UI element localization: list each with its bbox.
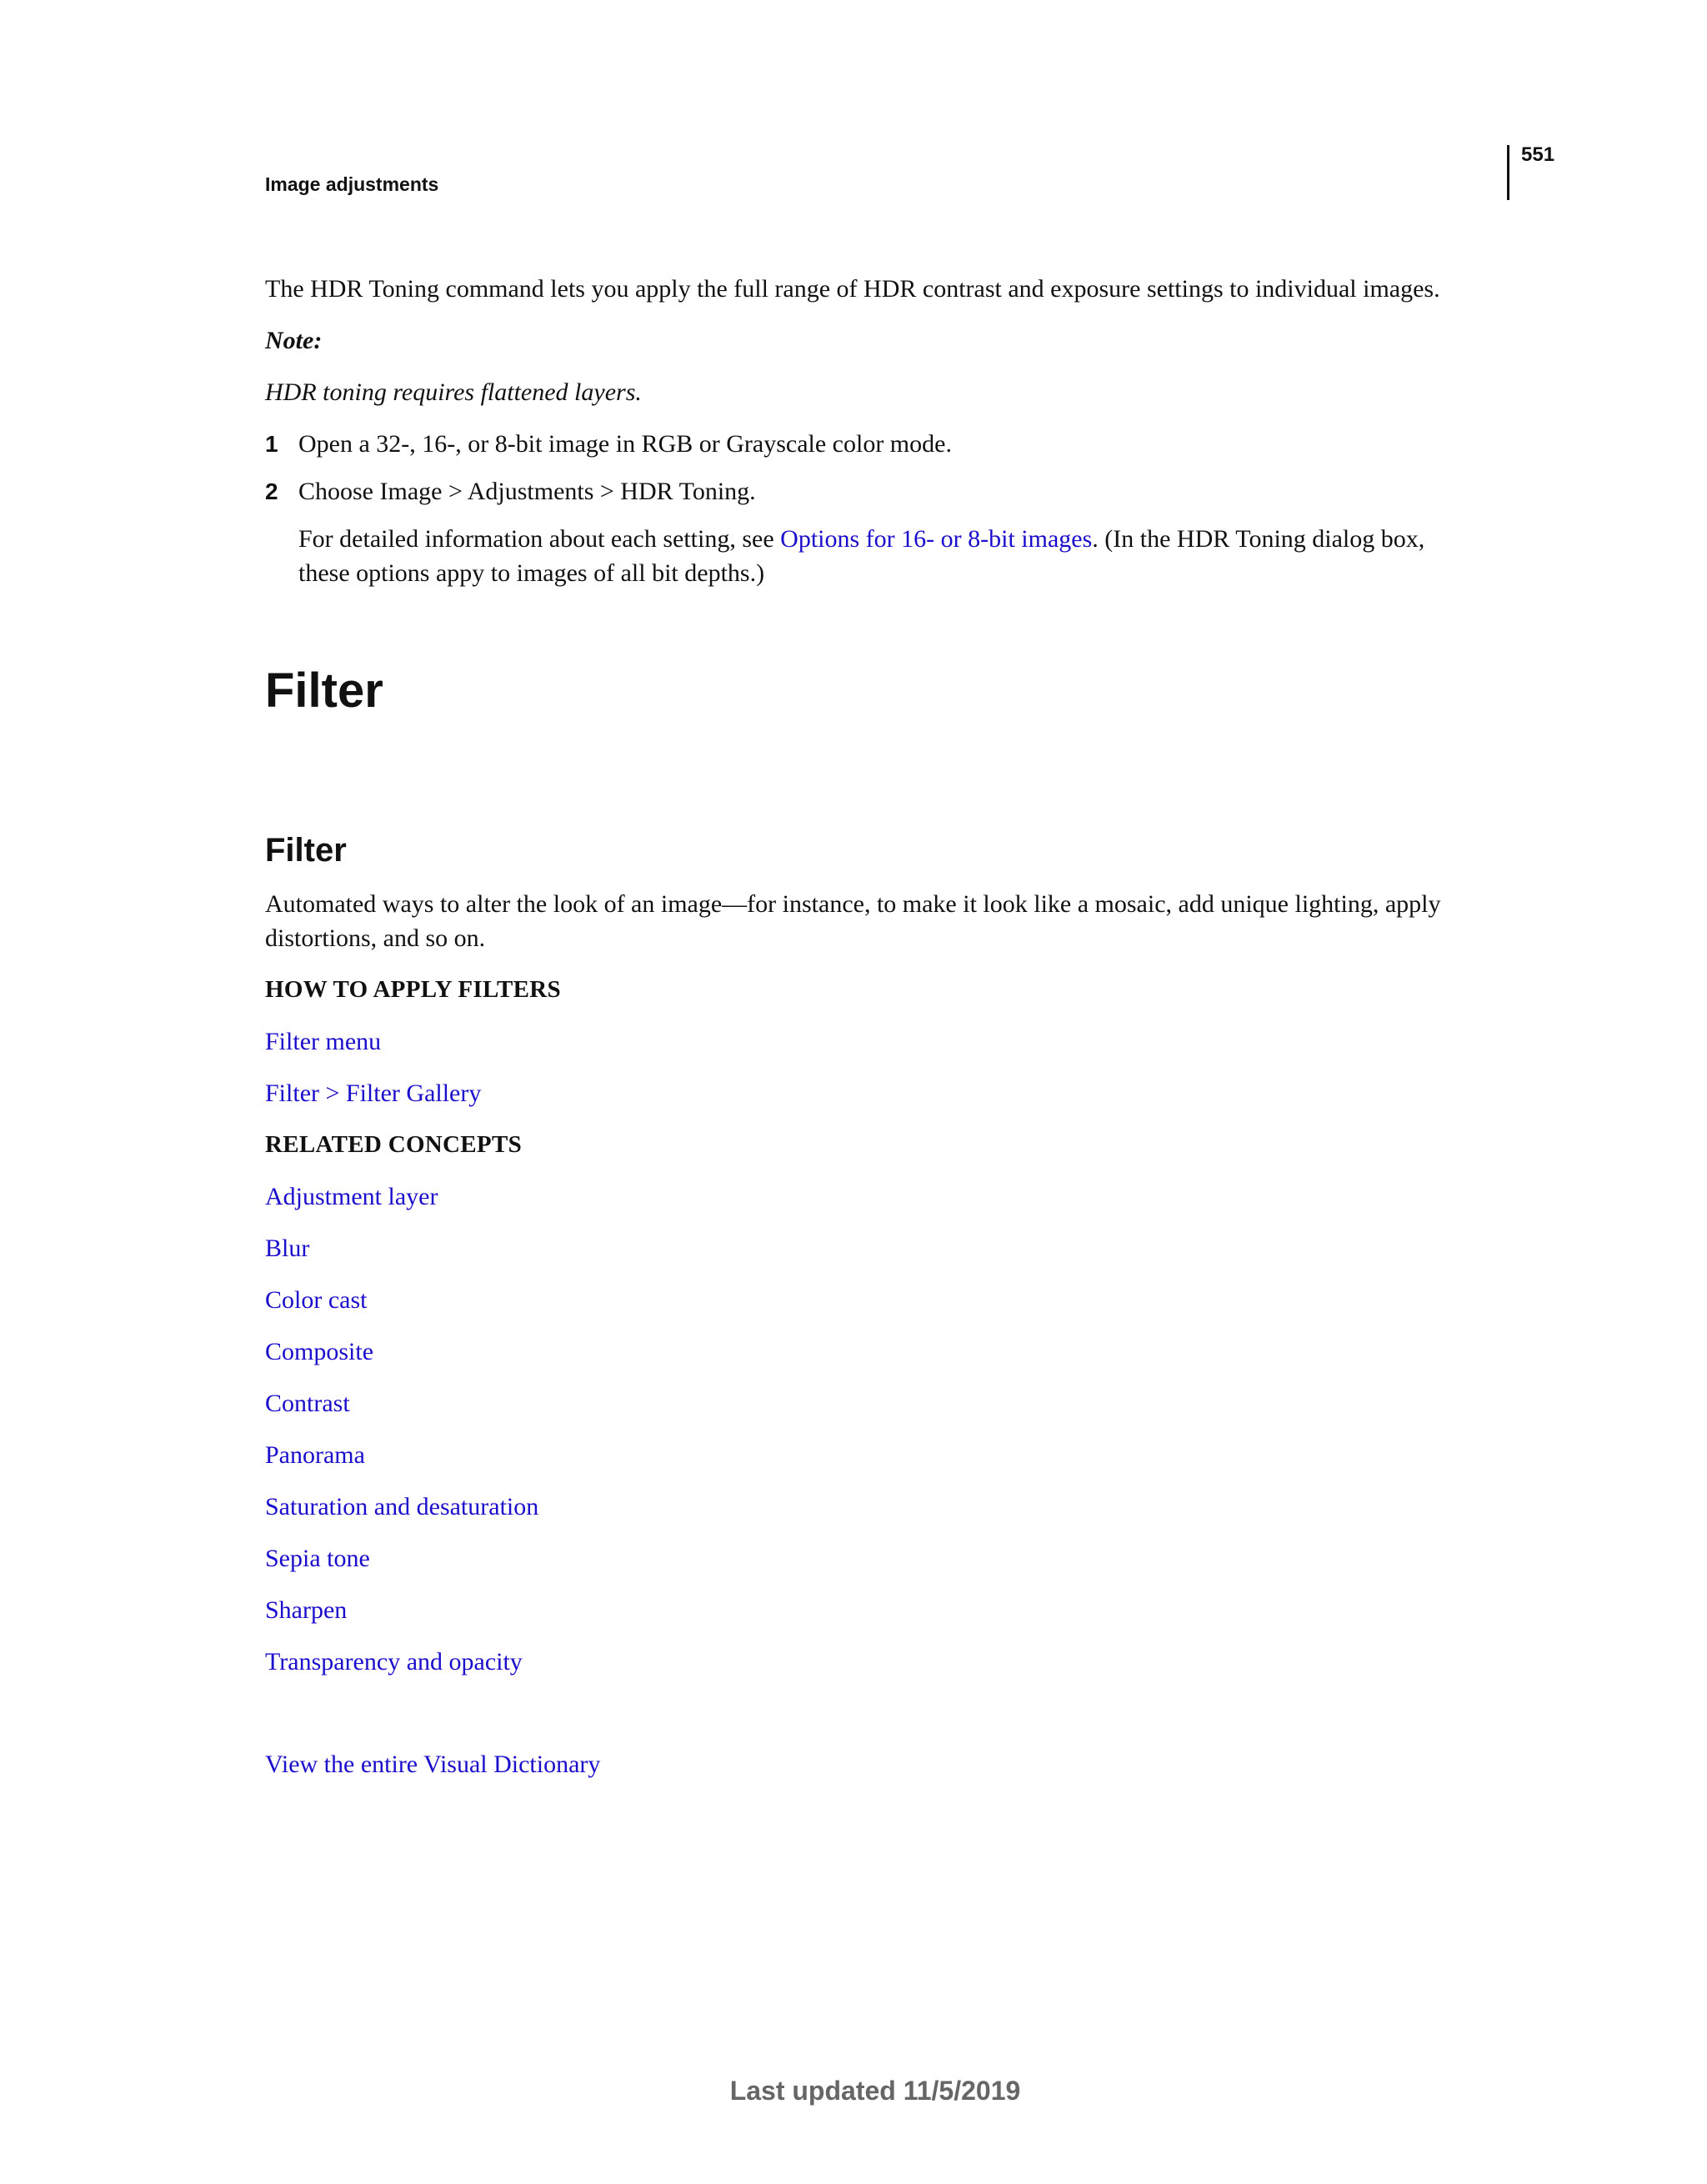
link-filter-menu[interactable]: Filter menu xyxy=(265,1028,382,1055)
link-composite[interactable]: Composite xyxy=(265,1338,374,1365)
step-number: 2 xyxy=(265,478,278,504)
link-sepia-tone[interactable]: Sepia tone xyxy=(265,1545,370,1572)
detail-prefix: For detailed information about each setting, see xyxy=(298,525,781,553)
definition-line-1: Automated ways to alter the look of an image—for instance, to make it look like a mosaic, add unique lighting, apply xyxy=(265,890,1441,918)
running-header: Image adjustments xyxy=(265,173,439,195)
header-rule xyxy=(1507,145,1509,200)
link-sharpen[interactable]: Sharpen xyxy=(265,1596,348,1624)
step-number: 1 xyxy=(265,431,278,457)
link-filter-gallery[interactable]: Filter > Filter Gallery xyxy=(265,1079,482,1107)
link-contrast[interactable]: Contrast xyxy=(265,1390,350,1417)
section-heading: Filter xyxy=(265,664,383,718)
link-color-cast[interactable]: Color cast xyxy=(265,1286,368,1314)
link-panorama[interactable]: Panorama xyxy=(265,1441,365,1469)
options-link[interactable]: Options for 16- or 8-bit images xyxy=(780,525,1093,553)
link-adjustment-layer[interactable]: Adjustment layer xyxy=(265,1183,438,1210)
definition-heading: Filter xyxy=(265,832,347,869)
intro-paragraph: The HDR Toning command lets you apply the full range of HDR contrast and exposure settings to individual images. xyxy=(265,275,1440,303)
how-to-label: HOW TO APPLY FILTERS xyxy=(265,976,561,1003)
detail-suffix: . (In the HDR Toning dialog box, xyxy=(1092,525,1425,553)
step-text: Choose Image > Adjustments > HDR Toning. xyxy=(298,478,756,505)
note-text: HDR toning requires flattened layers. xyxy=(265,378,642,406)
step-text: Open a 32-, 16-, or 8-bit image in RGB or Grayscale color mode. xyxy=(298,430,952,458)
page-number: 551 xyxy=(1521,143,1555,166)
related-concepts-label: RELATED CONCEPTS xyxy=(265,1131,523,1158)
link-visual-dictionary[interactable]: View the entire Visual Dictionary xyxy=(265,1751,601,1778)
link-transparency[interactable]: Transparency and opacity xyxy=(265,1648,523,1676)
link-saturation[interactable]: Saturation and desaturation xyxy=(265,1493,539,1520)
detail-line-1 xyxy=(298,522,1424,557)
footer-last-updated: Last updated 11/5/2019 xyxy=(729,2076,1021,2106)
link-blur[interactable]: Blur xyxy=(265,1235,310,1262)
definition-line-2: distortions, and so on. xyxy=(265,924,486,952)
note-label: Note: xyxy=(265,327,323,354)
detail-line-2: these options appy to images of all bit depths.) xyxy=(298,559,765,587)
